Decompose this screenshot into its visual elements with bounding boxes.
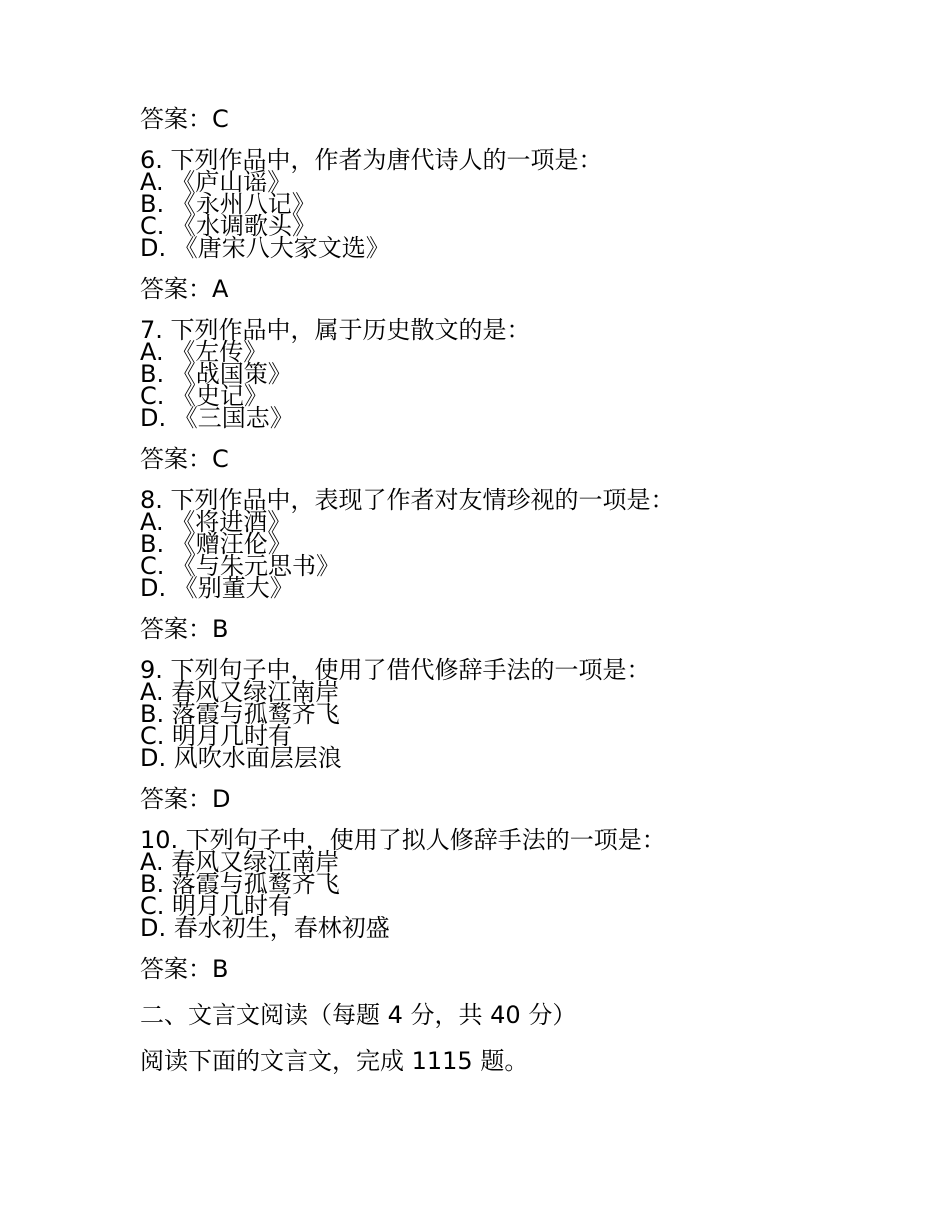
answer-q6: 答案：A [140, 275, 229, 303]
option-b: B. 《永州八记》 [140, 190, 316, 218]
option-b: B. 落霞与孤鹜齐飞 [140, 700, 340, 728]
option-b: B. 《战国策》 [140, 360, 292, 388]
answer-q7: 答案：C [140, 445, 229, 473]
option-b: B. 落霞与孤鹜齐飞 [140, 870, 340, 898]
option-d: D. 风吹水面层层浪 [140, 744, 342, 772]
option-a: A. 春风又绿江南岸 [140, 848, 340, 876]
option-c: C. 《与朱元思书》 [140, 552, 341, 580]
option-a: A. 《庐山谣》 [140, 168, 292, 196]
section-heading: 二、文言文阅读（每题 4 分，共 40 分） [140, 1001, 577, 1029]
answer-q5: 答案：C [140, 105, 229, 133]
option-c: C. 《史记》 [140, 382, 269, 410]
option-a: A. 《左传》 [140, 338, 268, 366]
question-stem: 8. 下列作品中，表现了作者对友情珍视的一项是： [140, 486, 675, 514]
option-c: C. 《水调歌头》 [140, 212, 317, 240]
question-6 [140, 146, 900, 262]
option-b: B. 《赠汪伦》 [140, 530, 292, 558]
option-c: C. 明月几时有 [140, 722, 293, 750]
question-stem: 6. 下列作品中，作者为唐代诗人的一项是： [140, 146, 603, 174]
answer-q10: 答案：B [140, 955, 229, 983]
document-page [140, 103, 900, 1077]
question-stem: 7. 下列作品中，属于历史散文的是： [140, 316, 531, 344]
option-a: A. 《将进酒》 [140, 508, 292, 536]
option-d: D. 《别董大》 [140, 574, 294, 602]
question-9 [140, 656, 900, 772]
option-d: D. 《唐宋八大家文选》 [140, 234, 390, 262]
option-c: C. 明月几时有 [140, 892, 293, 920]
option-a: A. 春风又绿江南岸 [140, 678, 340, 706]
answer-q8: 答案：B [140, 615, 229, 643]
answer-q9: 答案：D [140, 785, 231, 813]
option-d: D. 春水初生，春林初盛 [140, 914, 390, 942]
option-d: D. 《三国志》 [140, 404, 294, 432]
question-10 [140, 826, 900, 942]
section-instruction: 阅读下面的文言文，完成 1115 题。 [140, 1047, 529, 1075]
question-stem: 10. 下列句子中，使用了拟人修辞手法的一项是： [140, 826, 666, 854]
question-7 [140, 316, 900, 432]
question-8 [140, 486, 900, 602]
question-stem: 9. 下列句子中，使用了借代修辞手法的一项是： [140, 656, 651, 684]
